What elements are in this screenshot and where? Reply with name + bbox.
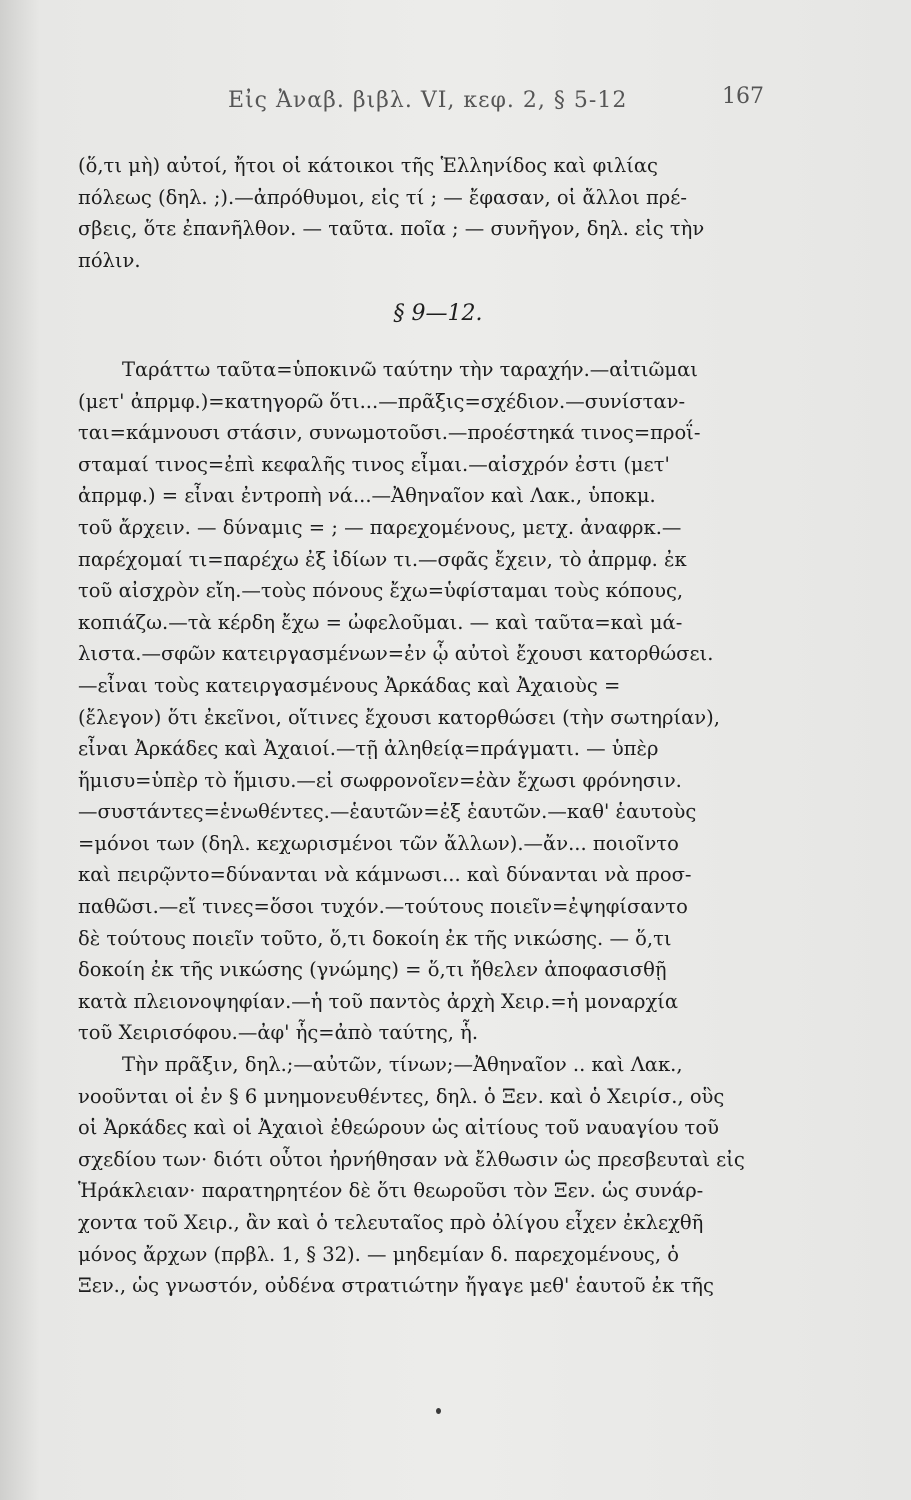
text-line: Ἡράκλειαν· παρατηρητέον δὲ ὅτι θεωροῦσι τὸν Ξεν. ὡς συνάρ- (78, 1179, 704, 1203)
text-line: λιστα.—σφῶν κατειργασμένων=ἐν ᾧ αὐτοὶ ἔχουσι κατορθώσει. (78, 642, 714, 666)
text-line: κατὰ πλειονοψηφίαν.—ἡ τοῦ παντὸς ἀρχὴ Χειρ.=ἡ μοναρχία (78, 989, 679, 1013)
text-line: δὲ τούτους ποιεῖν τοῦτο, ὅ,τι δοκοίη ἐκ τῆς νικώσης. — ὅ,τι (78, 926, 672, 950)
text-line: οἱ Ἀρκάδες καὶ οἱ Ἀχαιοὶ ἐθεώρουν ὡς αἰτίους τοῦ ναυαγίου τοῦ (78, 1116, 719, 1140)
text-line: Ξεν., ὡς γνωστόν, οὐδένα στρατιώτην ἤγαγε μεθ' ἑαυτοῦ ἐκ τῆς (78, 1274, 714, 1298)
ink-dot (436, 1408, 441, 1414)
running-head: Εἰς Ἀναβ. βιβλ. VI, κεφ. 2, § 5-12 (228, 88, 628, 113)
text-line: κοπιάζω.—τὰ κέρδη ἔχω = ὠφελοῦμαι. — καὶ ταῦτα=καὶ μά- (78, 610, 683, 634)
text-line: πόλιν. (78, 248, 141, 272)
text-line: (μετ' ἀπρμφ.)=κατηγορῶ ὅτι...—πρᾶξις=σχέδιον.—συνίσταν- (78, 389, 686, 413)
text-line: ται=κάμνουσι στάσιν, συνωμοτοῦσι.—προέστηκά τινος=προΐ- (78, 421, 701, 445)
text-line: ἥμισυ=ὑπὲρ τὸ ἥμισυ.—εἰ σωφρονοῖεν=ἐὰν ἔχωσι φρόνησιν. (78, 768, 682, 792)
section-heading: § 9—12. (393, 301, 483, 327)
text-line: σχεδίου των· διότι οὗτοι ἠρνήθησαν νὰ ἔλθωσιν ὡς πρεσβευταὶ εἰς (78, 1147, 745, 1171)
text-line: τοῦ ἄρχειν. — δύναμις = ; — παρεχομένους, μετχ. ἀναφρκ.— (78, 515, 682, 539)
text-line: =μόνοι των (δηλ. κεχωρισμένοι τῶν ἄλλων).—ἄν... ποιοῖντο (78, 831, 679, 855)
text-line: Τὴν πρᾶξιν, δηλ.;—αὐτῶν, τίνων;—Ἀθηναῖον .. καὶ Λακ., (122, 1053, 683, 1077)
text-line: πόλεως (δηλ. ;).—ἀπρόθυμοι, εἰς τί ; — ἔφασαν, οἱ ἄλλοι πρέ- (78, 185, 687, 209)
text-line: καὶ πειρῷντο=δύνανται νὰ κάμνωσι... καὶ δύνανται νὰ προσ- (78, 863, 692, 887)
text-line: —εἶναι τοὺς κατειργασμένους Ἀρκάδας καὶ Ἀχαιοὺς = (78, 673, 621, 697)
text-line: σβεις, ὅτε ἐπανῆλθον. — ταῦτα. ποῖα ; — συνῆγον, δηλ. εἰς τὴν (78, 217, 705, 241)
text-line: δοκοίη ἐκ τῆς νικώσης (γνώμης) = ὅ,τι ἤθελεν ἀποφασισθῇ (78, 958, 667, 982)
page-header (0, 84, 911, 128)
text-line: σταμαί τινος=ἐπὶ κεφαλῆς τινος εἶμαι.—αἰσχρόν ἐστι (μετ' (78, 452, 670, 476)
text-line: (ἔλεγον) ὅτι ἐκεῖνοι, οἵτινες ἔχουσι κατορθώσει (τὴν σωτηρίαν), (78, 705, 720, 729)
text-line: (ὅ,τι μὴ) αὐτοί, ἤτοι οἱ κάτοικοι τῆς Ἑλληνίδος καὶ φιλίας (78, 154, 658, 177)
text-line: μόνος ἄρχων (πρβλ. 1, § 32). — μηδεμίαν δ. παρεχομένους, ὁ (78, 1242, 679, 1266)
text-line: τοῦ αἰσχρὸν εἴη.—τοὺς πόνους ἔχω=ὑφίσταμαι τοὺς κόπους, (78, 579, 684, 603)
text-line: νοοῦνται οἱ ἐν § 6 μνημονευθέντες, δηλ. ὁ Ξεν. καὶ ὁ Χειρίσ., οὓς (78, 1084, 725, 1108)
text-line: τοῦ Χειρισόφου.—ἀφ' ἧς=ἀπὸ ταύτης, ἧ. (78, 1021, 479, 1045)
text-line: ἀπρμφ.) = εἶναι ἐντροπὴ νά...—Ἀθηναῖον καὶ Λακ., ὑποκμ. (78, 484, 656, 508)
text-line: παθῶσι.—εἴ τινες=ὅσοι τυχόν.—τούτους ποιεῖν=ἐψηφίσαντο (78, 895, 688, 919)
text-line: εἶναι Ἀρκάδες καὶ Ἀχαιοί.—τῇ ἀληθείᾳ=πράγματι. — ὑπὲρ (78, 737, 659, 761)
text-line: χοντα τοῦ Χειρ., ἂν καὶ ὁ τελευταῖος πρὸ ὀλίγου εἶχεν ἐκλεχθῆ (78, 1211, 704, 1234)
text-line: Ταράττω ταῦτα=ὑποκινῶ ταύτην τὴν ταραχήν.—αἰτιῶμαι (122, 357, 698, 381)
text-line: —συστάντες=ἑνωθέντες.—ἑαυτῶν=ἐξ ἑαυτῶν.—καθ' ἑαυτοὺς (78, 800, 697, 824)
page-number: 167 (722, 84, 764, 109)
body-text (78, 150, 798, 1302)
text-line: παρέχομαί τι=παρέχω ἐξ ἰδίων τι.—σφᾶς ἔχειν, τὸ ἀπρμφ. ἐκ (78, 547, 687, 571)
